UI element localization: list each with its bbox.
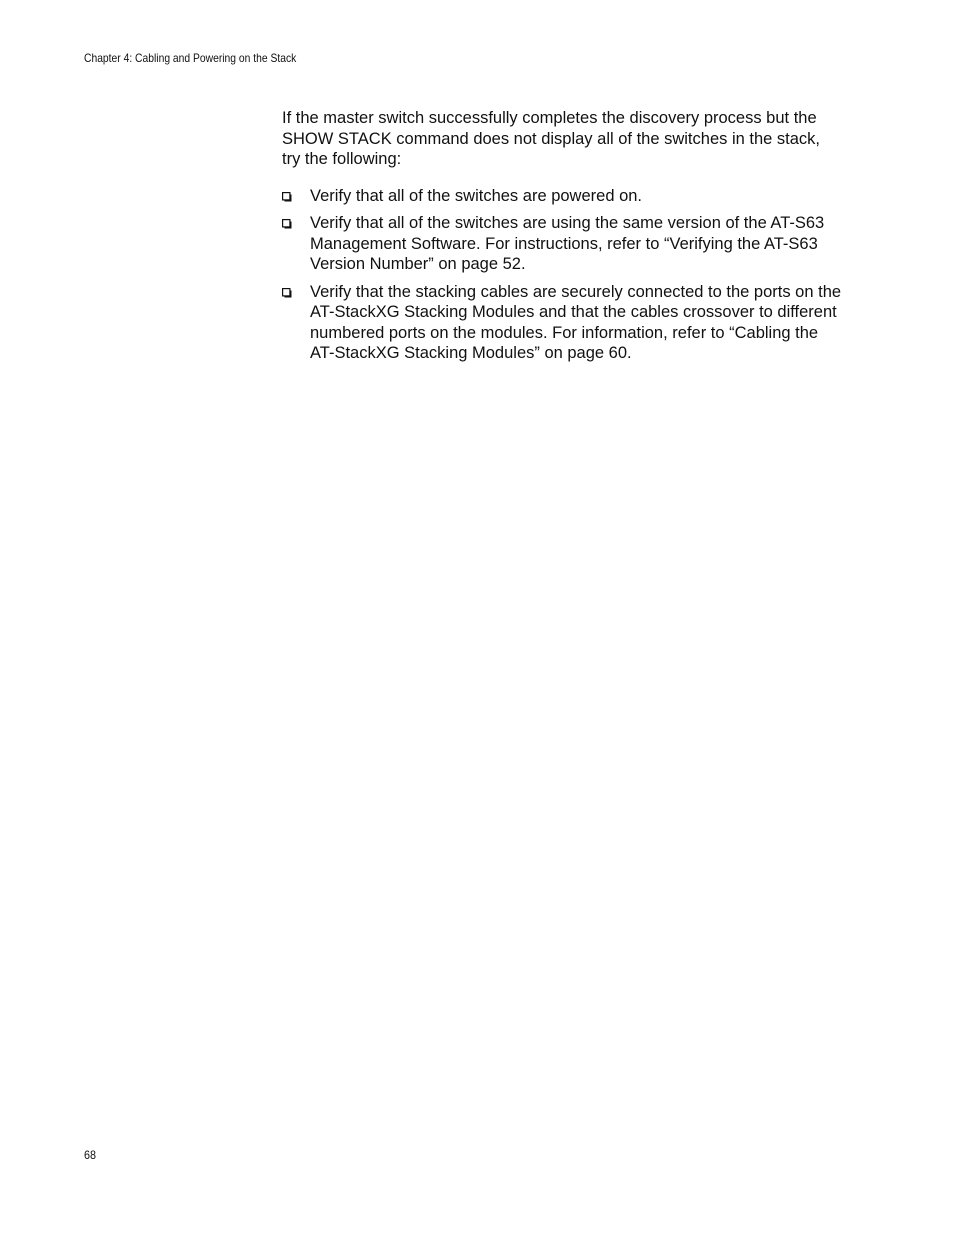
- intro-paragraph: If the master switch successfully completes the discovery process but the SHOW STACK command does not display all of the switches in the stack, try the following:: [282, 109, 820, 168]
- list-item: [282, 213, 842, 275]
- list-item-text: Verify that all of the switches are using the same version of the AT-S63 Management Software. For instructions, refer to “Verifying the AT-S63 Version Number” on page 52.: [310, 214, 825, 273]
- list-item: [282, 282, 842, 364]
- page-number: 68: [84, 1148, 97, 1162]
- main-content: [282, 108, 842, 371]
- list-item-text: Verify that the stacking cables are securely connected to the ports on the AT-StackXG Stacking Modules and that the cables crossover to different numbered ports on the modules. For information, refer to “Cabling the AT-StackXG Stacking Modules” on page 60.: [310, 282, 842, 362]
- running-header: Chapter 4: Cabling and Powering on the Stack: [84, 51, 297, 65]
- checkbox-square-icon: [282, 192, 292, 202]
- list-item: [282, 186, 842, 207]
- troubleshooting-list: [282, 186, 842, 364]
- list-item-text: Verify that all of the switches are powered on.: [310, 186, 643, 205]
- checkbox-square-icon: [282, 288, 292, 298]
- checkbox-square-icon: [282, 219, 292, 229]
